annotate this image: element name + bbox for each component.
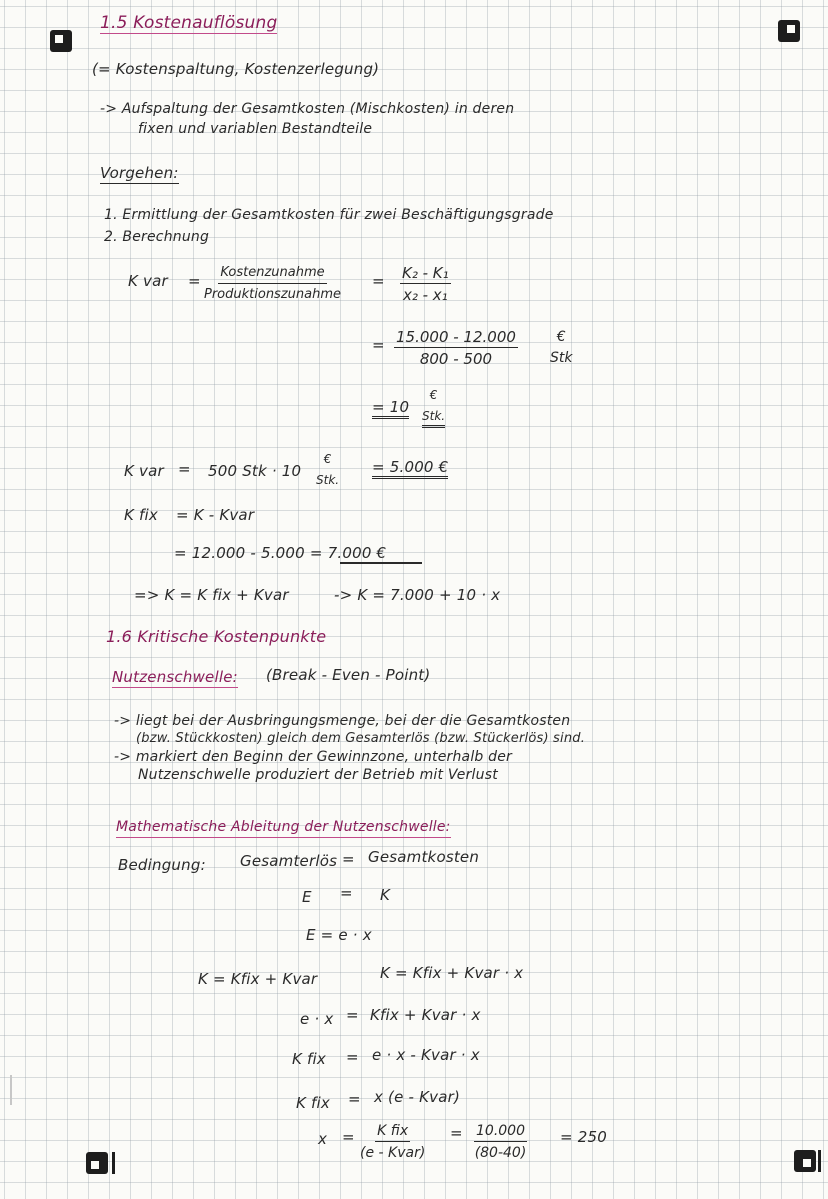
- fraction-values: [394, 328, 518, 368]
- kfix-label: K fix: [124, 506, 158, 524]
- fraction-k2-k1: [400, 264, 451, 304]
- kvar-eq-1: =: [188, 272, 201, 290]
- final-formula-2: -> K = 7.000 + 10 · x: [334, 586, 501, 604]
- kfix1-eq: =: [346, 1048, 359, 1066]
- unit-small-euro: €: [429, 388, 438, 402]
- unit-euro-per-stk: [550, 328, 572, 367]
- step-1: 1. Ermittlung der Gesamtkosten für zwei Beschäftigungsgrade: [104, 207, 554, 223]
- x-result: = 250: [560, 1128, 607, 1146]
- kvar2-result: = 5.000 €: [372, 458, 448, 479]
- unit-euro: €: [556, 329, 566, 345]
- kfix1-left: K fix: [292, 1050, 326, 1068]
- x-eq: =: [342, 1128, 355, 1146]
- step-2: 2. Berechnung: [104, 229, 210, 245]
- fraction-values-den: 800 - 500: [419, 350, 493, 368]
- e-eq-k-right: K: [380, 886, 391, 904]
- x-fraction-den: (e - Kvar): [360, 1145, 426, 1161]
- x-fraction-values-den: (80-40): [474, 1145, 527, 1161]
- fraction-k2-k1-num: K₂ - K₁: [402, 264, 449, 282]
- cond-left: Gesamterlös: [240, 852, 338, 870]
- section-16-title: 1.6 Kritische Kostenpunkte: [106, 627, 327, 646]
- fraction-kostenzunahme-num: Kostenzunahme: [218, 264, 326, 284]
- result-10: = 10: [372, 398, 409, 419]
- punch-hole-mark: [10, 1075, 12, 1105]
- scan-marker-top-right: [778, 20, 800, 42]
- bullet2-line1: -> markiert den Beginn der Gewinnzone, unterhalb der: [114, 749, 513, 765]
- fraction-kostenzunahme: [204, 264, 341, 304]
- e-eq-k-left: E: [302, 888, 312, 906]
- unit-small-euro-per-stk: [422, 386, 445, 428]
- fraction-values-num: 15.000 - 12.000: [396, 328, 516, 346]
- ex-left: e · x: [300, 1010, 334, 1028]
- section-15-desc-line1: -> Aufspaltung der Gesamtkosten (Mischkosten) in deren: [100, 101, 515, 117]
- k-definition-2: K = Kfix + Kvar · x: [380, 964, 524, 982]
- break-even-label: (Break - Even - Point): [266, 666, 431, 684]
- k-definition: K = Kfix + Kvar: [198, 970, 318, 988]
- kvar2-unit-euro: €: [323, 452, 332, 466]
- bullet1-line2: (bzw. Stückkosten) gleich dem Gesamterlös (bzw. Stückerlös) sind.: [136, 731, 586, 746]
- unit-small-stk: Stk.: [422, 405, 445, 428]
- section-15-title: 1.5 Kostenauflösung: [100, 13, 278, 33]
- nutzenschwelle-heading: Nutzenschwelle:: [112, 668, 238, 686]
- cond-eq: =: [342, 850, 355, 868]
- scan-marker-bottom-left: [86, 1152, 108, 1174]
- kfix2-left: K fix: [296, 1094, 330, 1112]
- x-eq-2: =: [450, 1124, 463, 1142]
- bullet2-line2: Nutzenschwelle produziert der Betrieb mit Verlust: [138, 767, 498, 783]
- ex-eq: =: [346, 1006, 359, 1024]
- kvar2-label: K var: [124, 462, 164, 480]
- section-15-desc-line2: fixen und variablen Bestandteile: [138, 121, 373, 137]
- x-fraction-values: [474, 1122, 527, 1162]
- kfix1-right: e · x - Kvar · x: [372, 1046, 480, 1064]
- scan-marker-top-left: [50, 30, 72, 52]
- kfix-calc: = 12.000 - 5.000 = 7.000 €: [174, 544, 387, 562]
- kfix2-eq: =: [348, 1090, 361, 1108]
- kfix-expr: = K - Kvar: [176, 506, 255, 524]
- kfix2-right: x (e - Kvar): [374, 1088, 460, 1106]
- e-eq-k-eq: =: [340, 884, 353, 902]
- final-formula: => K = K fix + Kvar: [134, 586, 289, 604]
- bedingung-label: Bedingung:: [118, 856, 206, 874]
- section-15-subtitle: (= Kostenspaltung, Kostenzerlegung): [92, 60, 380, 78]
- kvar2-unit: [316, 450, 339, 489]
- x-fraction-num: K fix: [375, 1122, 410, 1142]
- math-heading: Mathematische Ableitung der Nutzenschwelle:: [116, 818, 451, 838]
- kvar-eq-3: =: [372, 336, 385, 354]
- x-fraction: [360, 1122, 425, 1162]
- ex-right: Kfix + Kvar · x: [370, 1006, 481, 1024]
- scan-marker-bar-right: [818, 1150, 821, 1172]
- kvar2-eq: =: [178, 460, 191, 478]
- x-fraction-values-num: 10.000: [474, 1122, 527, 1142]
- bullet1-line1: -> liegt bei der Ausbringungsmenge, bei der die Gesamtkosten: [114, 713, 571, 729]
- kvar2-unit-stk: Stk.: [316, 473, 340, 487]
- cond-right: Gesamtkosten: [368, 848, 480, 866]
- fraction-kostenzunahme-den: Produktionszunahme: [204, 287, 342, 302]
- scan-marker-bottom-right: [794, 1150, 816, 1172]
- x-left: x: [318, 1130, 328, 1148]
- e-eq-ex: E = e · x: [306, 926, 372, 944]
- vorgehen-heading: Vorgehen:: [100, 164, 179, 182]
- kvar2-expr: 500 Stk · 10: [208, 462, 302, 480]
- scan-marker-bar-left: [112, 1152, 115, 1174]
- kvar-label: K var: [128, 272, 168, 290]
- fraction-k2-k1-den: x₂ - x₁: [402, 286, 448, 304]
- kvar-eq-2: =: [372, 272, 385, 290]
- kfix-calc-underline: [340, 562, 422, 564]
- unit-stk: Stk: [550, 350, 573, 366]
